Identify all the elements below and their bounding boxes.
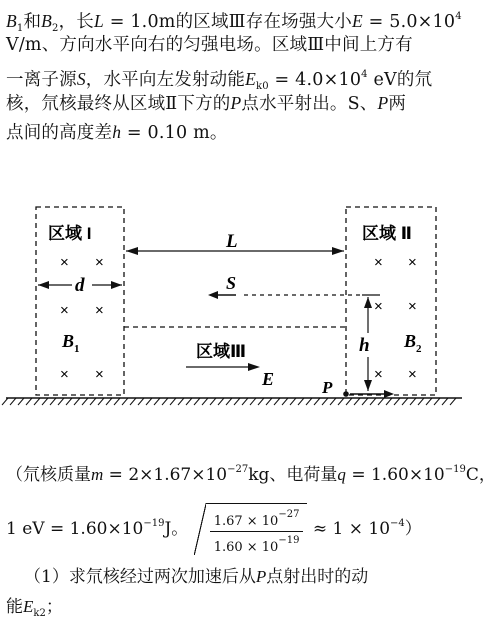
cross-mark: ×: [95, 302, 104, 319]
b1-label: $B_1$: [62, 331, 80, 355]
hatch-line: [298, 398, 304, 405]
hatch-line: [234, 398, 240, 405]
hatch-line: [154, 398, 160, 405]
s-label: S: [226, 273, 237, 293]
exit-arrowhead: [384, 390, 394, 398]
hatch-line: [202, 398, 208, 405]
ground-hatching: [2, 398, 456, 405]
region-1-label: 区域 I: [48, 224, 92, 243]
hatch-line: [290, 398, 296, 405]
p-label: P: [322, 378, 333, 397]
hatch-line: [10, 398, 16, 405]
region-3-label: 区域Ⅲ: [196, 342, 247, 361]
cross-mark: ×: [374, 298, 383, 315]
cross-mark: ×: [95, 366, 104, 383]
h-label: h: [359, 335, 370, 356]
l-label: L: [226, 231, 238, 252]
h-arrow-top: [364, 297, 372, 308]
l-arrow-left: [126, 247, 138, 255]
hatch-line: [402, 398, 408, 405]
h-arrow-bottom: [364, 380, 372, 391]
hatch-line: [26, 398, 32, 405]
notes-line-1: （氘核质量$m = 2\times 1.67\times 10^{-27}kg$、电荷量$q = 1.60\times 10^{-19}C$，: [6, 464, 496, 485]
source-arrowhead: [208, 291, 218, 299]
hatch-line: [114, 398, 120, 405]
hatch-line: [98, 398, 104, 405]
hatch-line: [58, 398, 64, 405]
hatch-line: [242, 398, 248, 405]
hatch-line: [210, 398, 216, 405]
hatch-line: [122, 398, 128, 405]
p-point: [343, 391, 349, 397]
physics-diagram: [0, 195, 468, 425]
hatch-line: [442, 398, 448, 405]
hatch-line: [106, 398, 112, 405]
hatch-line: [394, 398, 400, 405]
hatch-line: [330, 398, 336, 405]
hatch-line: [2, 398, 8, 405]
d-arrow-left: [38, 281, 49, 289]
hatch-line: [362, 398, 368, 405]
cross-mark: ×: [60, 254, 69, 271]
hatch-line: [282, 398, 288, 405]
hatch-line: [90, 398, 96, 405]
hatch-line: [218, 398, 224, 405]
problem-line-1: $B_1$和$B_2$，长L = 1.0m的区域Ⅲ存在场强大小$E = 5.0\times 10^4$: [6, 11, 462, 34]
e-label: E: [262, 369, 275, 389]
hatch-line: [170, 398, 176, 405]
question-line-1: （1）求氘核经过两次加速后从P点射出时的动: [24, 567, 369, 587]
hatch-line: [434, 398, 440, 405]
problem-line-3: 一离子源S，水平向左发射动能$E_{k0} = 4.0\times 10^4$ eV的氘: [6, 69, 433, 92]
hatch-line: [266, 398, 272, 405]
hatch-line: [130, 398, 136, 405]
hatch-line: [386, 398, 392, 405]
b2-symbol: B: [41, 11, 53, 31]
hatch-line: [162, 398, 168, 405]
b2-label: $B_2$: [404, 331, 422, 355]
cross-mark: ×: [95, 254, 104, 271]
question-line-2: 能$E_{k2}$；: [6, 597, 63, 619]
fraction: $\frac{1.67 \times 10^{-27}}{1.60 \times 10^{-19}}$: [210, 506, 304, 557]
b1-symbol: B: [6, 11, 17, 31]
hatch-line: [306, 398, 312, 405]
hatch-line: [194, 398, 200, 405]
problem-text: [6, 2, 462, 147]
hatch-line: [50, 398, 56, 405]
hatch-line: [42, 398, 48, 405]
problem-line-4: 核，氘核最终从区域Ⅱ下方的P点水平射出。S、P两: [6, 93, 407, 114]
hatch-line: [338, 398, 344, 405]
hatch-line: [370, 398, 376, 405]
hatch-line: [226, 398, 232, 405]
hatch-line: [178, 398, 184, 405]
problem-line-2: V/m、方向水平向右的匀强电场。区域Ⅲ中间上方有: [6, 35, 413, 55]
d-arrow-right: [111, 281, 122, 289]
hatch-line: [314, 398, 320, 405]
hatch-line: [258, 398, 264, 405]
hatch-line: [82, 398, 88, 405]
cross-mark: ×: [408, 366, 417, 383]
problem-line-5: 点间的高度差h = 0.10 m。: [6, 122, 228, 143]
hatch-line: [354, 398, 360, 405]
hatch-line: [426, 398, 432, 405]
l-arrow-right: [332, 247, 344, 255]
region-2-label: 区域 Ⅱ: [362, 224, 412, 243]
hatch-line: [322, 398, 328, 405]
hatch-line: [74, 398, 80, 405]
hatch-line: [418, 398, 424, 405]
hatch-line: [138, 398, 144, 405]
hatch-line: [146, 398, 152, 405]
hatch-line: [18, 398, 24, 405]
hatch-line: [378, 398, 384, 405]
cross-mark: ×: [374, 254, 383, 271]
d-label: d: [75, 275, 85, 296]
cross-mark: ×: [408, 254, 417, 271]
hatch-line: [410, 398, 416, 405]
sqrt-expression: [206, 503, 308, 557]
cross-mark: ×: [60, 366, 69, 383]
hatch-line: [34, 398, 40, 405]
cross-mark: ×: [408, 298, 417, 315]
cross-mark: ×: [374, 366, 383, 383]
e-field-arrowhead: [248, 363, 260, 371]
notes-line-2: 1 eV = $1.60\times 10^{-19}J$。 $\frac{1.67 \times 10^{-27}}{1.60 \times 10^{-19}}$ ≈ $1 \times 10^{-4}$）: [6, 500, 462, 556]
hatch-line: [66, 398, 72, 405]
hatch-line: [274, 398, 280, 405]
hatch-line: [186, 398, 192, 405]
cross-mark: ×: [60, 302, 69, 319]
hatch-line: [346, 398, 352, 405]
hatch-line: [450, 398, 456, 405]
hatch-line: [250, 398, 256, 405]
